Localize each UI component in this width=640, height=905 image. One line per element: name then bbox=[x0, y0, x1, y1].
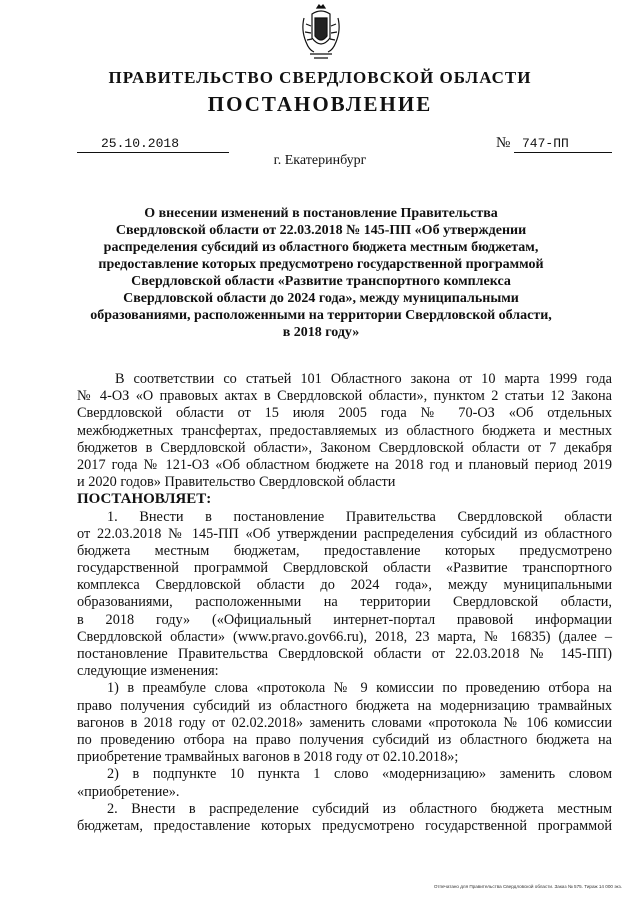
title-line: в 2018 году» bbox=[282, 325, 360, 340]
subitem2-line: 2) в подпункте 10 пункта 1 слово «модернизацию» заменить словом bbox=[107, 766, 612, 783]
resolution-title bbox=[80, 205, 562, 341]
subitem1-line: право получения субсидий из областного бюджета на модернизацию трамвайных bbox=[77, 697, 612, 714]
preamble-line: В соответствии со статьей 101 Областного закона от 10 марта 1999 года bbox=[115, 371, 612, 387]
title-line: предоставление которых предусмотрено государственной программой bbox=[98, 257, 544, 272]
government-name: ПРАВИТЕЛЬСТВО СВЕРДЛОВСКОЙ ОБЛАСТИ bbox=[108, 68, 532, 87]
item1-line: государственной программой Свердловской области «Развитие транспортного bbox=[77, 560, 612, 577]
preamble-line: 2017 года № 121-ОЗ «Об областном бюджете на 2018 год и плановый период 2019 bbox=[77, 456, 612, 473]
title-line: Свердловской области от 22.03.2018 № 145-ПП «Об утверждении bbox=[115, 223, 527, 238]
title-line: Свердловской области до 2024 года», между муниципальными bbox=[123, 291, 519, 306]
title-line: образованиями, расположенными на территории Свердловской области, bbox=[90, 308, 552, 323]
item1-line: комплекса Свердловской области до 2024 года», между муниципальными bbox=[77, 577, 612, 594]
item1-line: в 2018 году» («Официальный интернет-портал правовой информации bbox=[77, 611, 612, 628]
document-body bbox=[77, 371, 612, 835]
item1-line: Свердловской области» (www.pravo.gov66.ru), 2018, 23 марта, № 16835) (далее – bbox=[77, 628, 612, 645]
preamble-line: № 4-ОЗ «О правовых актах в Свердловской области», пунктом 2 статьи 12 Закона bbox=[77, 388, 612, 405]
item1-line: от 22.03.2018 № 145-ПП «Об утверждении распределения субсидий из областного bbox=[77, 525, 612, 542]
preamble-line: и 2020 годов» Правительство Свердловской области bbox=[77, 474, 396, 491]
subitem1-line: 1) в преамбуле слова «протокола № 9 комиссии по проведению отбора на bbox=[107, 680, 612, 697]
city-name: г. Екатеринбург bbox=[273, 153, 367, 168]
print-footer: Отпечатано для Правительства Свердловской области. Заказ № 575. Тираж 14 000 экз. bbox=[433, 884, 622, 889]
document-type-title: ПОСТАНОВЛЕНИЕ bbox=[207, 92, 433, 116]
item1-line: постановление Правительства Свердловской области от 22.03.2018 № 145-ПП) bbox=[77, 646, 612, 662]
subitem2-line: «приобретение». bbox=[77, 783, 180, 800]
title-line: О внесении изменений в постановление Правительства bbox=[144, 206, 498, 221]
item2-line: бюджетам, предоставление которых предусмотрено государственной программой bbox=[77, 817, 612, 834]
number-label: № bbox=[496, 135, 511, 151]
item1-line: образованиями, расположенными на территории Свердловской области, bbox=[77, 594, 612, 611]
subitem1-line: вагонов в 2018 году от 02.02.2018» заменить словами «протокола № 106 комиссии bbox=[77, 714, 612, 731]
subitem1-line: приобретение трамвайных вагонов в 2018 году от 02.10.2018»; bbox=[77, 749, 459, 766]
item1-line: бюджета местным бюджетам, предоставление которых предусмотрено bbox=[77, 542, 612, 559]
preamble-line: межбюджетных трансфертах, предоставляемых из областного бюджета и местных bbox=[77, 422, 612, 439]
subitem1-line: по проведению отбора на право получения субсидий из областного бюджета на bbox=[77, 731, 612, 748]
item1-line: следующие изменения: bbox=[77, 663, 219, 680]
preamble-line: Свердловской области от 15 июля 2005 года № 70-ОЗ «Об отдельных bbox=[77, 405, 612, 422]
item2-line: 2. Внести в распределение субсидий из областного бюджета местным bbox=[107, 800, 612, 817]
coat-of-arms-emblem-icon bbox=[300, 4, 342, 60]
title-line: распределения субсидий из областного бюджета местным бюджетам, bbox=[103, 240, 539, 255]
resolves-heading: ПОСТАНОВЛЯЕТ: bbox=[77, 491, 212, 508]
document-number: 747-ПП bbox=[514, 137, 612, 153]
preamble-line: бюджетов в Свердловской области», Законом Свердловской области от 7 декабря bbox=[77, 439, 612, 456]
item1-line: 1. Внести в постановление Правительства Свердловской области bbox=[107, 508, 612, 525]
document-date: 25.10.2018 bbox=[77, 137, 229, 153]
title-line: Свердловской области «Развитие транспортного комплекса bbox=[131, 274, 511, 289]
